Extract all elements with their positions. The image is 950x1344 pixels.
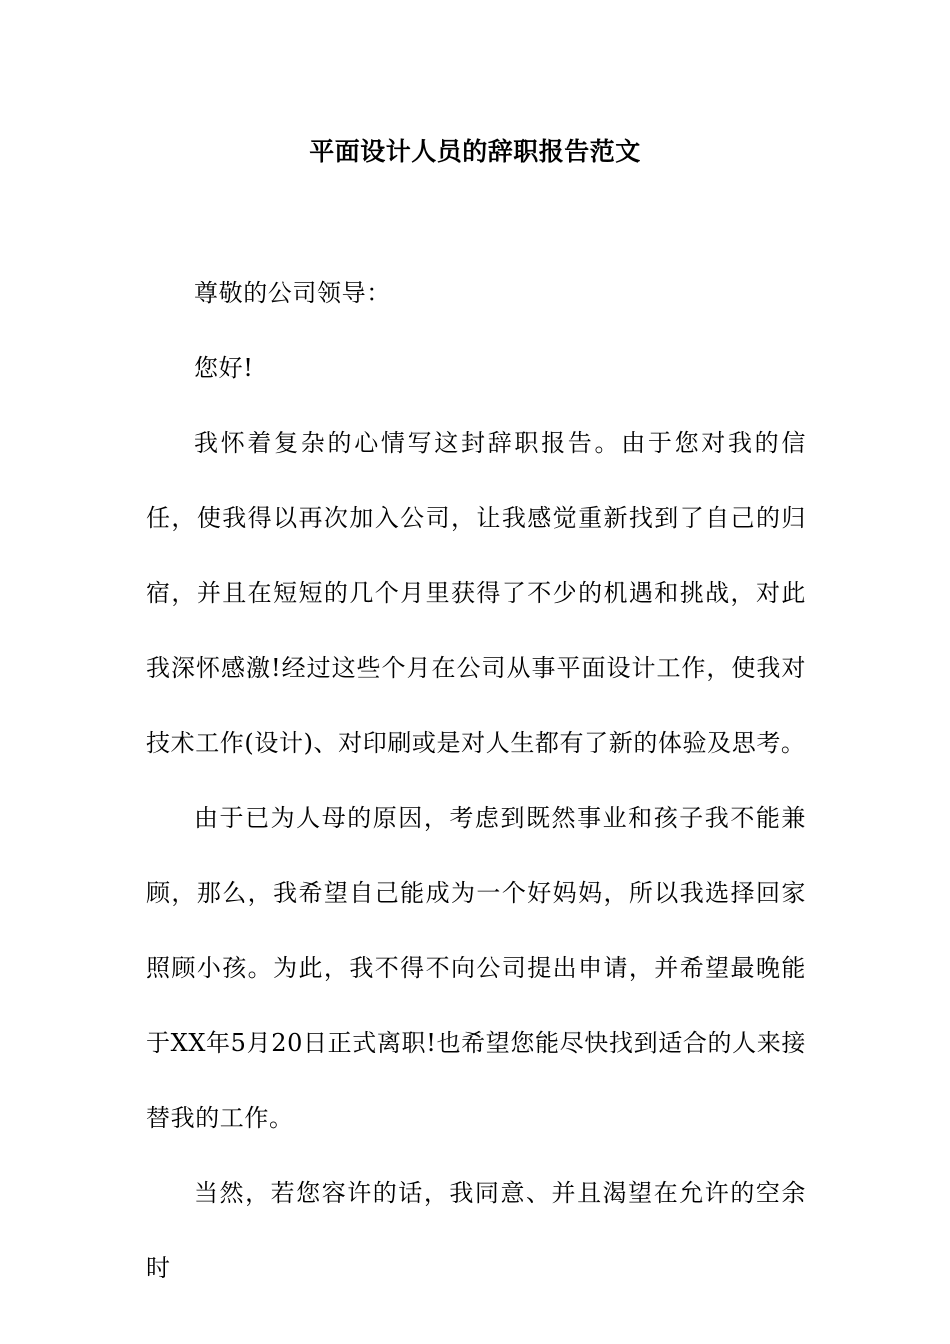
greeting: 您好! xyxy=(194,354,254,382)
paragraph: 我怀着复杂的心情写这封辞职报告。由于您对我的信任，使我得以再次加入公司，让我感觉重新找到了自己的归宿，并且在短短的几个月里获得了不少的机遇和挑战，对此我深怀感激!经过这些个月在公司从事平面设计工作，使我对技术工作(设计)、对印刷或是对人生都有了新的体验及思考。 xyxy=(146,429,806,757)
document-body xyxy=(146,256,806,1306)
document-title: 平面设计人员的辞职报告范文 xyxy=(309,137,641,166)
salutation: 尊敬的公司领导： xyxy=(194,279,391,307)
paragraph: 由于已为人母的原因，考虑到既然事业和孩子我不能兼顾，那么，我希望自己能成为一个好妈妈，所以我选择回家照顾小孩。为此，我不得不向公司提出申请，并希望最晚能于XX年5月20日正式离职!也希望您能尽快找到适合的人来接替我的工作。 xyxy=(146,804,806,1132)
paragraph: 当然，若您容许的话，我同意、并且渴望在允许的空余时 xyxy=(146,1179,806,1282)
